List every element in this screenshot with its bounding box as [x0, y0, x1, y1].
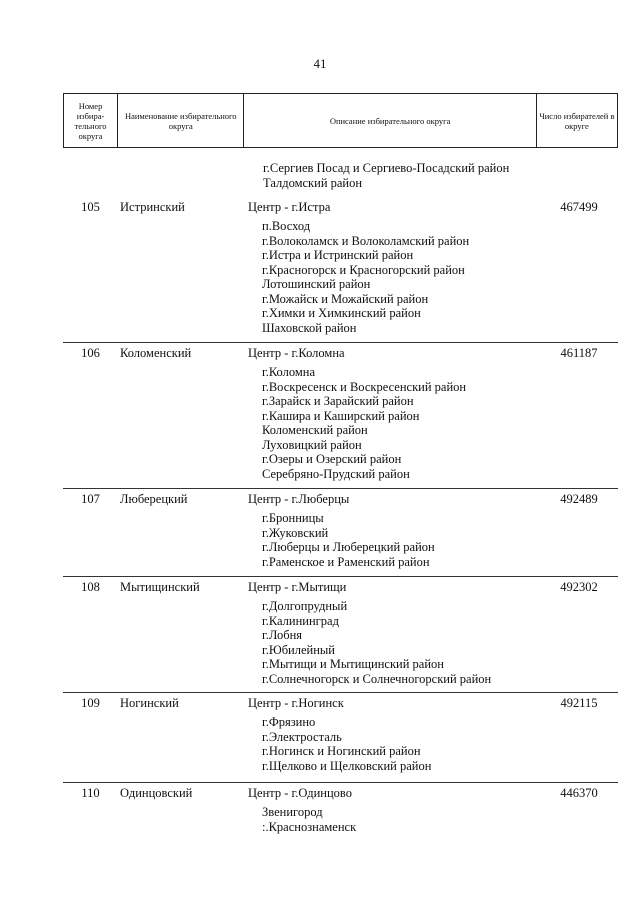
district-number: 109 — [81, 696, 100, 710]
district-voters: 492489 — [560, 492, 598, 506]
row-divider — [63, 342, 618, 343]
place-line: г.Коломна — [262, 365, 316, 379]
place-line: г.Солнечногорск и Солнечногорский район — [262, 671, 492, 686]
place-line: г.Кашира и Каширский район — [262, 408, 420, 423]
district-name: Мытищинский — [120, 580, 200, 594]
place-line: г.Ногинск и Ногинский район — [262, 744, 421, 758]
district-name: Ногинский — [120, 696, 179, 710]
district-number: 106 — [81, 346, 100, 360]
district-number: 108 — [81, 580, 100, 594]
district-voters: 467499 — [560, 200, 598, 214]
district-name: Коломенский — [120, 346, 192, 360]
table-header — [63, 93, 618, 148]
place-line: г.Раменское и Раменский район — [262, 554, 430, 569]
district-name: Люберецкий — [120, 492, 188, 506]
place-line: Луховицкий район — [262, 437, 362, 452]
place-line: г.Долгопрудный — [262, 599, 348, 613]
district-center: Центр - г.Истра — [248, 200, 331, 214]
district-voters: 446370 — [560, 786, 598, 800]
place-line: Звенигород — [262, 805, 323, 819]
place-line: г.Можайск и Можайский район — [262, 291, 429, 306]
district-name: Истринский — [120, 200, 185, 214]
district-name: Одинцовский — [120, 786, 193, 800]
place-line: г.Зарайск и Зарайский район — [262, 394, 414, 408]
place-line: Талдомский район — [263, 176, 363, 190]
place-line: г.Юбилейный — [262, 642, 335, 657]
district-center: Центр - г.Коломна — [248, 346, 345, 360]
district-places — [262, 805, 356, 834]
place-line: Шаховской район — [262, 320, 357, 335]
district-places — [262, 599, 491, 686]
district-places — [262, 365, 466, 481]
place-line: г.Лобня — [262, 628, 303, 642]
place-line: г.Калининград — [262, 613, 339, 628]
place-line: Коломенский район — [262, 423, 368, 437]
district-voters: 461187 — [560, 346, 598, 360]
district-places — [262, 511, 435, 569]
place-line: г.Фрязино — [262, 715, 316, 729]
district-places — [262, 219, 469, 335]
district-center: Цeнтр - г.Одинцово — [248, 786, 352, 800]
header-number: Номер избира- тельного округа — [64, 94, 118, 148]
page-number: 41 — [313, 56, 327, 71]
place-line: Лотошинский район — [262, 277, 371, 291]
district-center: Центр - г.Ногинск — [248, 696, 344, 710]
district-voters: 492115 — [560, 696, 598, 710]
place-line: г.Бронницы — [262, 511, 324, 525]
district-number: 110 — [81, 786, 100, 800]
district-number: 107 — [81, 492, 100, 506]
place-line: г.Волоколамск и Волоколамский район — [262, 233, 470, 248]
place-line: г.Красногорск и Красногорский район — [262, 262, 465, 277]
district-center: Центр - г.Мытищи — [248, 580, 347, 594]
place-line: г.Химки и Химкинский район — [262, 306, 421, 320]
place-line: г.Электросталь — [262, 729, 342, 744]
district-places — [262, 715, 431, 773]
district-voters: 492302 — [560, 580, 598, 594]
header-name: Наименование избирательного округа — [118, 94, 244, 148]
district-center: Центр - г.Люберцы — [248, 492, 350, 506]
row-divider — [63, 488, 618, 489]
place-line: г.Истра и Истринский район — [262, 248, 414, 262]
place-line: г.Озеры и Озерский район — [262, 452, 402, 466]
continuation-places — [263, 161, 509, 191]
row-divider — [63, 576, 618, 577]
place-line: г.Щелково и Щелковский район — [262, 758, 432, 773]
place-line: г.Сергиев Посад и Сергиево-Посадский район — [263, 161, 510, 175]
place-line: г.Жуковский — [262, 525, 329, 540]
row-divider — [63, 692, 618, 693]
place-line: г.Люберцы и Люберецкий район — [262, 540, 435, 554]
row-divider — [63, 782, 618, 783]
place-line: г.Воскресенск и Воскресенский район — [262, 379, 467, 394]
place-line: п.Восход — [262, 219, 311, 233]
header-description: Описание избирательного округа — [244, 94, 536, 148]
place-line: :.Краснознаменск — [262, 819, 357, 834]
district-number: 105 — [81, 200, 100, 214]
place-line: г.Мытищи и Мытищинский район — [262, 657, 444, 671]
place-line: Серебряно-Прудский район — [262, 466, 410, 481]
header-voters: Число избирателей в округе — [536, 94, 617, 148]
